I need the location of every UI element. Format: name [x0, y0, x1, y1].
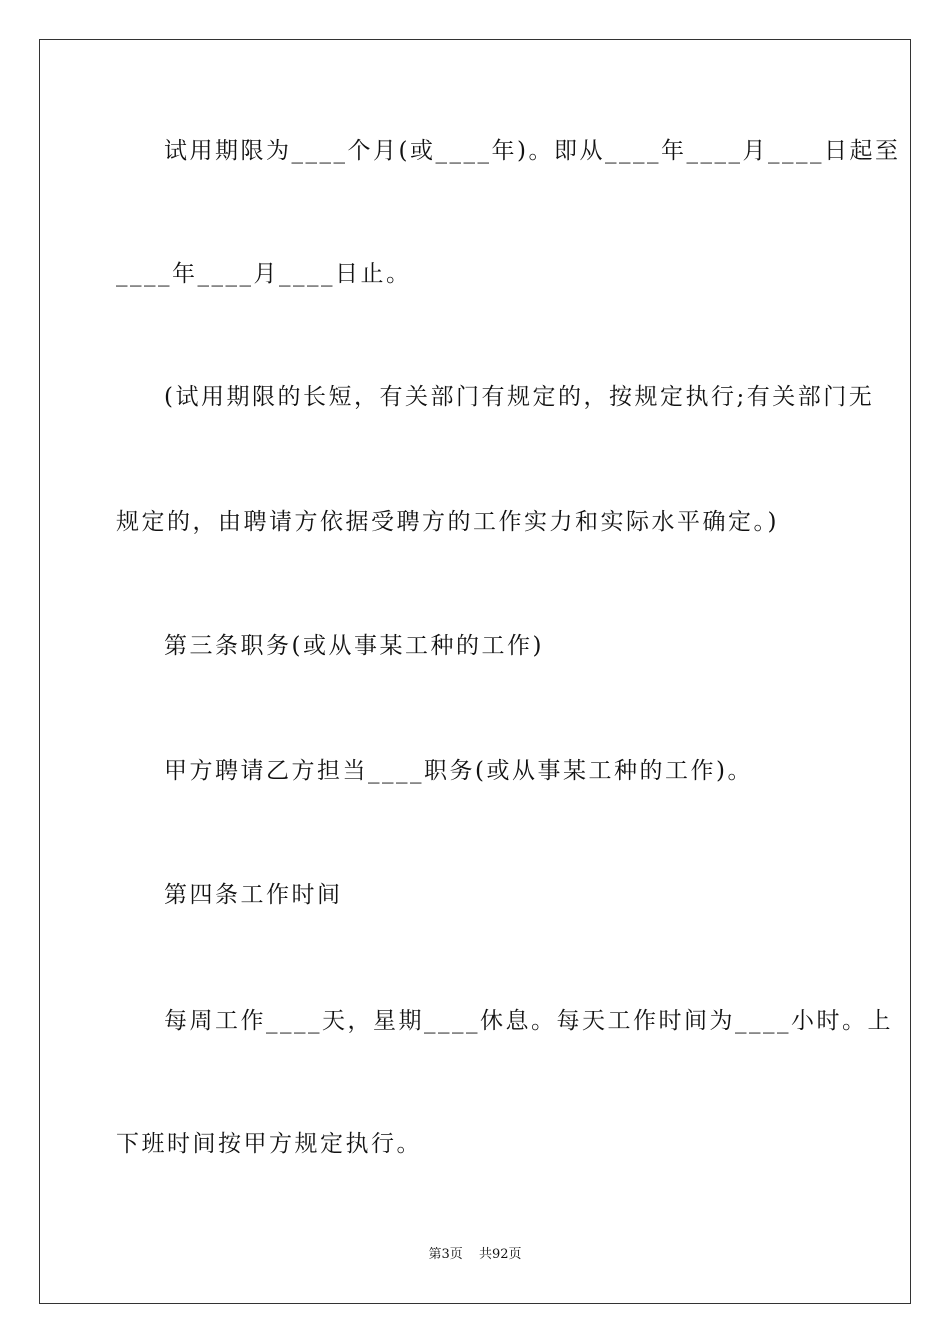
paragraph-line-8: 每周工作____天，星期____休息。每天工作时间为____小时。上: [164, 1008, 893, 1034]
section-heading-3: 第三条职务(或从事某工种的工作): [164, 633, 544, 659]
paragraph-line-6: 甲方聘请乙方担当____职务(或从事某工种的工作)。: [164, 758, 753, 784]
section-heading-4: 第四条工作时间: [164, 882, 343, 908]
paragraph-line-9: 下班时间按甲方规定执行。: [116, 1131, 422, 1157]
paragraph-line-1: 试用期限为____个月(或____年)。即从____年____月____日起至: [164, 138, 901, 164]
page-number: 第3页: [428, 1247, 463, 1262]
paragraph-line-3: (试用期限的长短，有关部门有规定的，按规定执行;有关部门无: [164, 384, 875, 410]
page-footer: [0, 1246, 950, 1264]
page-total: 共92页: [478, 1247, 522, 1262]
paragraph-line-4: 规定的，由聘请方依据受聘方的工作实力和实际水平确定。): [116, 509, 779, 535]
paragraph-line-2: ____年____月____日止。: [116, 261, 412, 287]
page-border: [39, 39, 911, 1304]
